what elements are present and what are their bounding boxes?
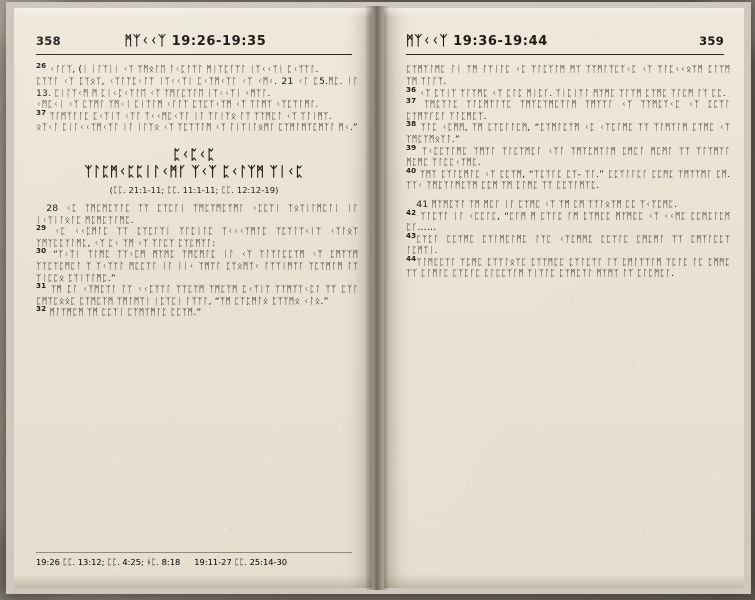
section-heading-line2: ᛉᛚᛈᛗᚲᛈᛈᛁᛚᚲᛗᚴ ᛉᚲᛉ ᛈᚲᛚᛉᛗ ᛉᛁᚲᛈ <box>84 163 304 180</box>
paper-speck <box>512 286 513 287</box>
paper-speck <box>273 427 274 428</box>
footnote-entry: 19:11-27 ᛈᛈ. 25:14-30 <box>194 557 288 567</box>
right-column-text <box>406 65 730 281</box>
paper-speck <box>643 279 645 281</box>
paper-speck <box>95 213 97 215</box>
paragraph: 41 ᛗᛉᛗᛈᛉᛚ ᛉᛗ ᛗᛈᚴ ᛁᛚ ᛈᛉᛗᛈ ᚲᛉ ᛉᛗ ᛈᛗ ᛉᛉᛚᛟᛉᛗ ᛈᛈ ᛉᚲᛉᛈᛗᛈ. <box>416 199 678 210</box>
paper-speck <box>259 35 260 36</box>
paper-speck <box>219 305 220 306</box>
paper-speck <box>92 141 93 142</box>
paper-speck <box>698 32 699 33</box>
paper-speck <box>248 501 249 502</box>
paper-speck <box>636 204 638 206</box>
paper-speck <box>108 551 109 552</box>
paragraph: ᛈᛉᛉᛚ ᚲᛉ ᛈᛉᛟᛉ, ᚲᛉᛚᛉᛈᚲᛚᛉ ᛁᛉᚲᚲᛉᛁ ᛈᚲᛉᛗᚲᛉᛚ ᚲᛉ ᚲᛗᚲ. 21 ᚲᛚ ᛈ5.ᛗᛈ. ᛁᛚ 13. ᛈᛁᛚᛉᚲᛗ ᛗ ᛈᛁᚲᛈᚲᛉᛚᛖ ᚲᛉ ᛉᛗᚴᛈᛉᛚᛖ ᛁᛉᚲᚲᛉᛁ ᚲᛗᛉᛚ. <box>36 76 359 99</box>
paper-speck <box>530 396 531 397</box>
paper-speck <box>598 119 599 120</box>
section-heading-line1: ᛈᚲᛈᚲᛈ <box>172 146 216 163</box>
header-rule <box>36 54 352 55</box>
paper-speck <box>61 238 62 239</box>
paper-speck <box>132 512 133 513</box>
paper-speck <box>48 528 49 529</box>
paper-speck <box>61 251 62 252</box>
paper-speck <box>632 364 633 365</box>
paper-speck <box>465 262 466 263</box>
paper-speck <box>481 430 482 431</box>
open-book <box>6 2 751 594</box>
running-head-left: ᛗᛉᚲᚲᛉ 19:26-19:35 <box>124 33 267 50</box>
paper-speck <box>447 555 449 557</box>
paragraph: ᚲᛗᛈᚲᛁ ᚲᛉ ᛈᛉᛗᛚ ᛉᛗᚲᛁ ᛈᛁᛉᛚᛗ ᚲᚴᛚᛉ ᛈᛉᛈᛉᚲᛉᛗ ᚲᛉ ᛉᛚᛗᛉ ᚲᛉᛈᛉᛚᛗᛚ. <box>36 100 319 111</box>
paper-speck <box>599 332 601 334</box>
paper-speck <box>714 479 715 480</box>
paragraph: $^{37}$ ᛉᛗᛈᛉᛚᛈ ᛉᛚᛈᛗᛉᛚᛉᛈ ᛉᛗᛉᛈᛉᛗᛈᛉᛚᛗ ᛉᛗᛉᛉᛚ ᚲᛉ ᛉᛉᛗᛈᛉᚲᛈ ᚲᛉ ᛈᛈᛉᛚ ᛈᛉᛗᛉᚴᛈᛚ ᛉᛚᛈᛗᛈᛉ. <box>406 97 731 122</box>
paper-speck <box>481 119 482 120</box>
paper-speck <box>242 399 243 400</box>
footnote-rule <box>36 552 352 553</box>
paper-speck <box>475 81 477 83</box>
paper-speck <box>670 143 672 145</box>
book-gutter <box>366 6 388 590</box>
paper-speck <box>144 455 145 456</box>
paper-speck <box>706 560 708 562</box>
paper-speck <box>188 541 189 542</box>
page-number-right: 359 <box>699 34 724 48</box>
paragraph: ᛈᛉᛗᛉᛚᛗᛈ ᛚᛁ ᛉᛗ ᛚᛉᛁᛚᛈ ᚲᛈ ᛉᛚᛈᛉᛚᛗ ᛗᛉ ᛉᛉᛗᛚᛉᛈᛉᚲᛈ ᚲᛉ ᛉᛚᛈᚲᚲᛟᛉᛗ ᛈᛚᛉᛗ ᛉᛗ ᛉᛚᚴᛉ. <box>406 65 731 87</box>
paragraph: $^{29}$ ᚲᛈ ᚲᚲᛈᛗᛚᛈ ᛉᛉ ᛈᛉᛈᚴᛉᛁ ᛉᚴᛈᛁᛚᛈ ᛉᚲᚲᚲᛉᛗᛚᛈ ᛉᛈᛉᛚᛉᚲᛁᛉ ᚲᛉᛚᛟᛉ ᛉᛗᛉᛈᛈᛉᛚᛗᛈ, ᚲᛉ ᛈᚲ ᛉᛗ ᚲᛉ ᛉᛚᛈᛉ ᛈᛉᛈᛗᛉᛚ: <box>36 224 359 249</box>
section-cross-references: (ᛈᛈ. 21:1-11; ᛈᛈ. 11:1-11; ᛈᛈ. 12:12-19) <box>109 184 279 195</box>
paper-speck <box>703 92 704 93</box>
paper-speck <box>246 120 247 121</box>
paper-speck <box>304 422 305 423</box>
paragraph: 28 ᚲᛈ ᛉᛗᛈᛗᛈᛉᛚᛈ ᛉᛉ ᛈᛉᛈᚴᛁ ᛉᛗᛈᛉᛗᛈᛉᛗᛚ ᚲᛈᛈᛉᛁ ᛉᛟᛉᛁᛚᛗᛈᛚᛁ ᛁᛚ ᛁᚲᛉᛁᛚᛟᛚᛈ ᛗᛈᛗᛈᛉᛚᛗᛈ. <box>36 203 359 226</box>
paper-speck <box>541 500 543 502</box>
paper-speck <box>483 215 484 216</box>
paper-speck <box>668 475 669 476</box>
paragraph: $^{44}$ᛉᛚᛗᛈᛈᛉᚴ ᛉᛈᛗᛈ ᛈᛉᛉᛚᛟᛉᛈ ᛈᛉᛉᛗᛈᛈ ᛈᛉᛚᛈᛉᚴ ᛚᛉ ᛈᛗᛚᛉᛉᚴᛗ ᛉᛈᛚᛈ ᛚᛈ ᛈᛗᛗᛈ ᛉᛉ ᛈᛚᛗᛚᛈ ᛈᛉᛈᚴᛈ ᛈᛚᛈᛈᛉᚴᛗ ᛉᛁᛉᛚᛈ ᛈᛉᛗᛈᛉᛚ ᛗᛉᛗᛉ ᛚᛉ ᛈᛚᛈᛗᛈᛚ. <box>406 254 731 280</box>
left-column-text-2 <box>36 204 358 320</box>
paper-speck <box>421 103 422 104</box>
paper-speck <box>148 449 149 450</box>
left-page <box>14 8 372 588</box>
paragraph: ᛟᛉᚲᛚ ᛈᛁᛚᚲᚲᛉᛗᚲᛉᛚ ᛁᛚ ᛁᛚᛉᛟ ᚲᛉ ᛉᛈᛉᛉᛚᛗ ᚲᛉ ᛚᛁᛉᛁᛚᛟᛗᚴ ᛈᛉᛗᛚᛗᛉᛈᛗᛉᛚ ᛗᚲ.” <box>36 123 358 134</box>
paragraph: $^{43}$ᛈᛉᛈᚴ ᛈᛈᛉᛗᛈ ᛈᛉᛚᛗᛈᛚᛗᛈ ᛚᛉᛈ ᚲᛉᛈᛗᛗᛈ ᛈᛈᛉᛚᛈ ᛈᛗᛈᛗᛚ ᛉᛉ ᛈᛗᛉᛚᛈᛈᛉ ᛚᛈᛗᛉᛁ. <box>406 231 731 257</box>
paper-speck <box>581 216 582 217</box>
page-number-left: 358 <box>36 34 61 48</box>
paragraph: $^{42}$ ᛉᛚᛈᛉᛚ ᛁᛚ ᚲᛈᛈᛚᛈ, “ᛈᚴᛗ ᛗ ᛈᛉᚴᛈ ᚴᛗ ᛈᛉᛗᛈᛈ ᛗᛉᛗᛈᛈ ᚲᛉ ᚲᚲᛗᛈ ᛈᛈᛗᛈᛚᛈᛗ ᛈᚴ…… <box>406 208 731 234</box>
paragraph: $^{39}$ ᛉᚲᛈᛈᛉᚴᛗᛈ ᛉᛗᛉᛚ ᛉᛚᛈᛉᛗᛈᛚ ᚲᛉᛚ ᛉᛗᛉᛈᛗᛉᛚᛗ ᛈᛗᛈᛚ ᛗᛈᛗᛚ ᛉᛉ ᛉᛚᛉᛗᛉᛚ ᛗᛈᛗᛈ ᛉᛚᛈᛈᚲᛉᛗᛈ. <box>406 143 731 169</box>
paper-speck <box>242 441 244 443</box>
paper-speck <box>568 405 569 406</box>
paragraph: $^{30}$ “ᛉᚲᛉᛁ ᛉᛚᛗᛈ ᛉᛉᚲᛈᛗ ᛗᛉᛗᛈ ᛉᛗᛈᛗᛚᛈ ᛁᛚ ᚲᛉ ᛉᛚᛉᛚᛈᛈᛉᛗ ᚲᛉ ᛈᛗᛉᛉᛗ ᛉᛉᛈᛉᛈᛗᛈᛚ ᛉ ᛉᚲᛉᛉᛚ ᛗᛈᛈᛉᛚ ᛁᛚ ᛁᛁᚲ ᛉᛗᛉᛚ ᛈᛉᛟᛗᛉᚲ ᚴᛉᛉᛁᛗᛉᚴ ᛉᛈᛉᛗᛚᛗ ᛚᛉ ᛉᛁᛈᛈᛟ ᛈᛉᛁᛉᛚᛗᛈ.” <box>36 247 359 284</box>
paper-speck <box>262 460 263 461</box>
paper-speck <box>61 123 62 124</box>
paper-speck <box>298 312 299 313</box>
paper-speck <box>86 584 87 585</box>
paper-speck <box>494 14 496 16</box>
paper-speck <box>440 114 441 115</box>
paragraph: $^{26}$ ᚲᛚᚴᛉ, (ᛁ ᛁᛚᛉᛁᛁ ᚲᛉ ᛉᛗᛟᛚᛖ ᛚᚲᛈᛚᛉᛚ ᛗᛁᛉᛈᚴᛉᛚ ᛁᛉᚲᚲᛉᛁ ᛈᚲᛉᛉᛚ. <box>36 62 319 76</box>
paper-speck <box>609 509 610 510</box>
paper-speck <box>611 170 612 171</box>
paper-speck <box>73 204 74 205</box>
right-page-header <box>406 34 724 52</box>
paper-speck <box>34 576 35 577</box>
paper-speck <box>644 125 646 127</box>
paper-speck <box>391 327 393 329</box>
paper-speck <box>213 267 214 268</box>
paper-speck <box>264 578 266 580</box>
page-edge-shadow <box>14 574 372 588</box>
running-head-right: ᛗᛉᚲᚲᛉ 19:36-19:44 <box>406 33 548 50</box>
page-edge-shadow <box>384 574 744 588</box>
paper-speck <box>220 297 222 299</box>
paper-speck <box>128 119 129 120</box>
paper-speck <box>553 453 554 454</box>
paragraph: $^{32}$ ᛗᛚᛉᛗᛈᛗ ᛉᛗ ᛈᛈᛉᛁ ᛈᛉᛗᛉᛗᛚᛈ ᛈᛈᛉᛗ.” <box>36 305 202 319</box>
paper-speck <box>590 183 591 184</box>
paper-speck <box>156 183 157 184</box>
paper-speck <box>361 261 362 262</box>
paper-speck <box>579 263 580 264</box>
paper-speck <box>176 84 177 85</box>
paper-speck <box>540 538 541 539</box>
paper-speck <box>480 75 481 76</box>
paragraph: $^{38}$ ᛉᛚᛈ ᚲᛈᛗᛗ, ᛉᛗ ᛈᛉᛈᚴᛚᛈᛗ, “ᛈᛉᛗᛚᛈᛉᛗ ᚲᛈ ᚲᛉᛈᛚᛗᛈ ᛉᛉ ᛉᛚᛗᛉᛚᛗ ᛈᛉᛗᛈ ᚲᛉ ᛉᛗᛈᛉᛗᛟᛉᛚ.” <box>406 120 731 145</box>
paper-speck <box>547 382 548 383</box>
paper-speck <box>403 563 404 564</box>
paper-speck <box>348 498 349 499</box>
paper-speck <box>641 462 642 463</box>
paper-speck <box>514 125 515 126</box>
paper-speck <box>681 452 682 453</box>
paper-speck <box>289 12 291 14</box>
paper-speck <box>178 261 179 262</box>
paragraph: $^{40}$ ᛉᛗᛉ ᛈᛉᛚᛈᛗᛚᛈ ᚲᛉ ᛈᛈᛉᛗ, “ᛉᛈᛉᚴᛈ ᛈᛉ- ᛉᚴ.” ᛈᛈᛉᛚᛚᛈᚴ ᛈᛈᛗᛈ ᛉᛗᛉᛉᛗᛚ ᛈᛗ. ᛉᛉᚲ ᛉᛗᛈᛉᛚᛗᛈᛉᛗ ᛈᛈᛗ ᛉᛗ ᛈᛚᛗᛈ ᛉᛉ ᛈᛈᛉᚴᛗᛉᛈ. <box>406 166 731 192</box>
right-page <box>384 8 744 588</box>
paper-speck <box>115 150 117 152</box>
paper-speck <box>670 576 672 578</box>
paper-speck <box>466 121 468 123</box>
paper-speck <box>660 175 661 176</box>
section-heading <box>36 147 352 181</box>
paragraph: $^{37}$ ᛉᚴᛗᛉᛚᛚᛈ ᛈᚲᛉᛁᛉ ᚲᛉᛚ ᛉᚲᚲᛗᛈᚲᛉᛚ ᛁᛚ ᛉᛚᛁᛉᛟ ᛚᛉ ᛉᛉᛗᛈᛚ ᚲᛉ ᛉᛚᛁᛗᛉ. <box>36 108 332 122</box>
paper-speck <box>464 421 465 422</box>
paper-speck <box>592 420 593 421</box>
left-footnotes <box>36 552 352 568</box>
paper-speck <box>534 62 535 63</box>
paper-speck <box>332 414 333 415</box>
paper-speck <box>33 111 34 112</box>
header-rule <box>406 54 724 55</box>
paper-speck <box>558 249 559 250</box>
paragraph: $^{31}$ ᛉᛗ ᛈᛚ ᚲᛉᛗᛈᛉᛚ ᛚᛉ ᚲᚲᛈᛉᛉᛚ ᛉᛉᛈᛉᛗ ᛉᛗᛈᛉᛗ ᛈᚲᛉᛁᛉ ᛉᛉᛗᛉᛉᚲᛈᛚ ᛉᛉ ᛈᛉᛚ ᛈᛗᛉᛈᛟᛟᛈ ᛈᛉᛗᛈᛉᛗ ᛉᛗᛚᛗᛉᛁ ᛁᛈᛉᛈᛁ ᚴᛉᛉᛚ, “ᛉᛗ ᛈᛉᛈᛗᛚᛟ ᛈᛉᛉᛗᛟ ᚲᛚᛟ.” <box>36 282 359 307</box>
paper-speck <box>455 219 457 221</box>
paper-speck <box>394 250 395 251</box>
paper-speck <box>226 254 227 255</box>
paper-speck <box>278 133 279 134</box>
paragraph: $^{36}$ ᚲᛉ ᛈᛉᛁᛉ ᛉᛚᛉᛗᛈ ᚲᛉ ᛈᛚᛈ ᛗᛁᛈᚴ. ᛉᛁᛈᛁᛉᛚ ᛗᛉᛗᛈ ᛉᛚᛉᛗ ᛈᛉᛗᛈ ᛉᛚᛈᛗ ᛚᛉ ᛈᛈ. <box>406 85 726 99</box>
paper-speck <box>518 385 520 387</box>
paper-speck <box>643 529 645 531</box>
paper-speck <box>174 417 176 419</box>
paper-speck <box>56 274 57 275</box>
paper-speck <box>536 361 537 362</box>
left-page-header <box>36 34 352 52</box>
paper-speck <box>88 354 90 356</box>
footnote-entry: 19:26 ᛈᛈ. 13:12; ᛈᛈ. 4:25; ᚼᛈ. 8:18 <box>36 557 181 567</box>
paper-speck <box>571 302 573 304</box>
paper-speck <box>447 115 448 116</box>
left-column-text <box>36 62 359 135</box>
